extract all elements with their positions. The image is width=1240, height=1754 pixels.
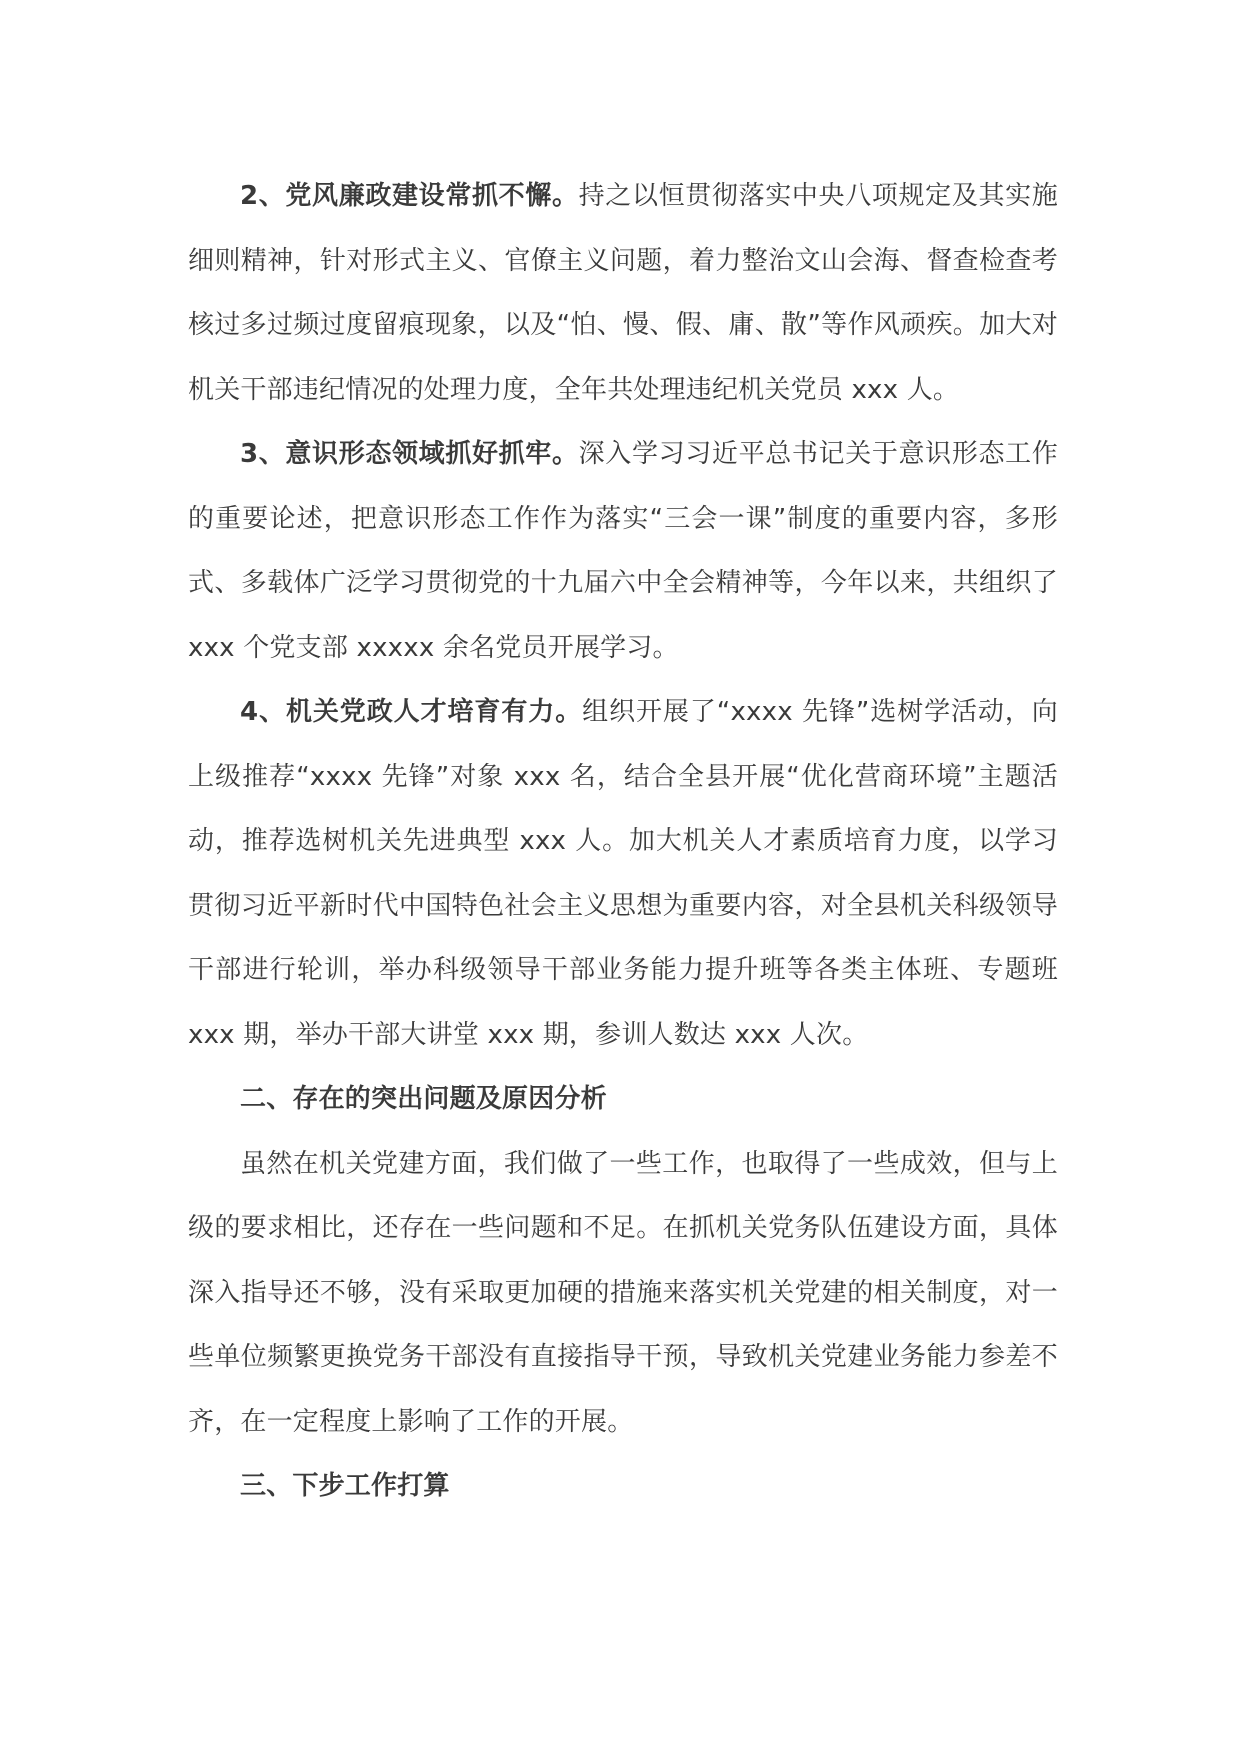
paragraph-lead: 2、党风廉政建设常抓不懈。 [240,181,579,211]
section-heading-problems: 二、存在的突出问题及原因分析 [240,1084,607,1114]
paragraph-lead: 3、意识形态领域抓好抓牢。 [240,439,579,469]
paragraph-party-conduct [188,164,1058,422]
paragraph-talent [188,680,1058,1067]
section-heading-next-steps: 三、下步工作打算 [240,1471,450,1501]
paragraph-text: 持之以恒贯彻落实中央八项规定及其实施细则精神，针对形式主义、官僚主义问题，着力整治文山会海、督查检查考核过多过频过度留痕现象，以及“怕、慢、假、庸、散”等作风顽疾。加大对机关干部违纪情况的处理力度，全年共处理违纪机关党员 xxx 人。 [188,181,1058,405]
paragraph-ideology [188,422,1058,680]
paragraph-lead: 4、机关党政人才培育有力。 [240,697,583,727]
paragraph-text: 组织开展了“xxxx 先锋”选树学活动，向上级推荐“xxxx 先锋”对象 xxx 名，结合全县开展“优化营商环境”主题活动，推荐选树机关先进典型 xxx 人。加大机关人才素质培育力度，以学习贯彻习近平新时代中国特色社会主义思想为重要内容，对全县机关科级领导干部进行轮训，举办科级领导干部业务能力提升班等各类主体班、专题班 xxx 期，举办干部大讲堂 xxx 期，参训人数达 xxx 人次。 [188,697,1058,1050]
paragraph-text: 深入学习习近平总书记关于意识形态工作的重要论述，把意识形态工作作为落实“三会一课”制度的重要内容，多形式、多载体广泛学习贯彻党的十九届六中全会精神等，今年以来，共组织了 xxx 个党支部 xxxxx 余名党员开展学习。 [188,439,1058,663]
document-body [188,164,1058,1519]
paragraph-problems: 虽然在机关党建方面，我们做了一些工作，也取得了一些成效，但与上级的要求相比，还存在一些问题和不足。在抓机关党务队伍建设方面，具体深入指导还不够，没有采取更加硬的措施来落实机关党建的相关制度，对一些单位频繁更换党务干部没有直接指导干预，导致机关党建业务能力参差不齐，在一定程度上影响了工作的开展。 [188,1148,1058,1437]
